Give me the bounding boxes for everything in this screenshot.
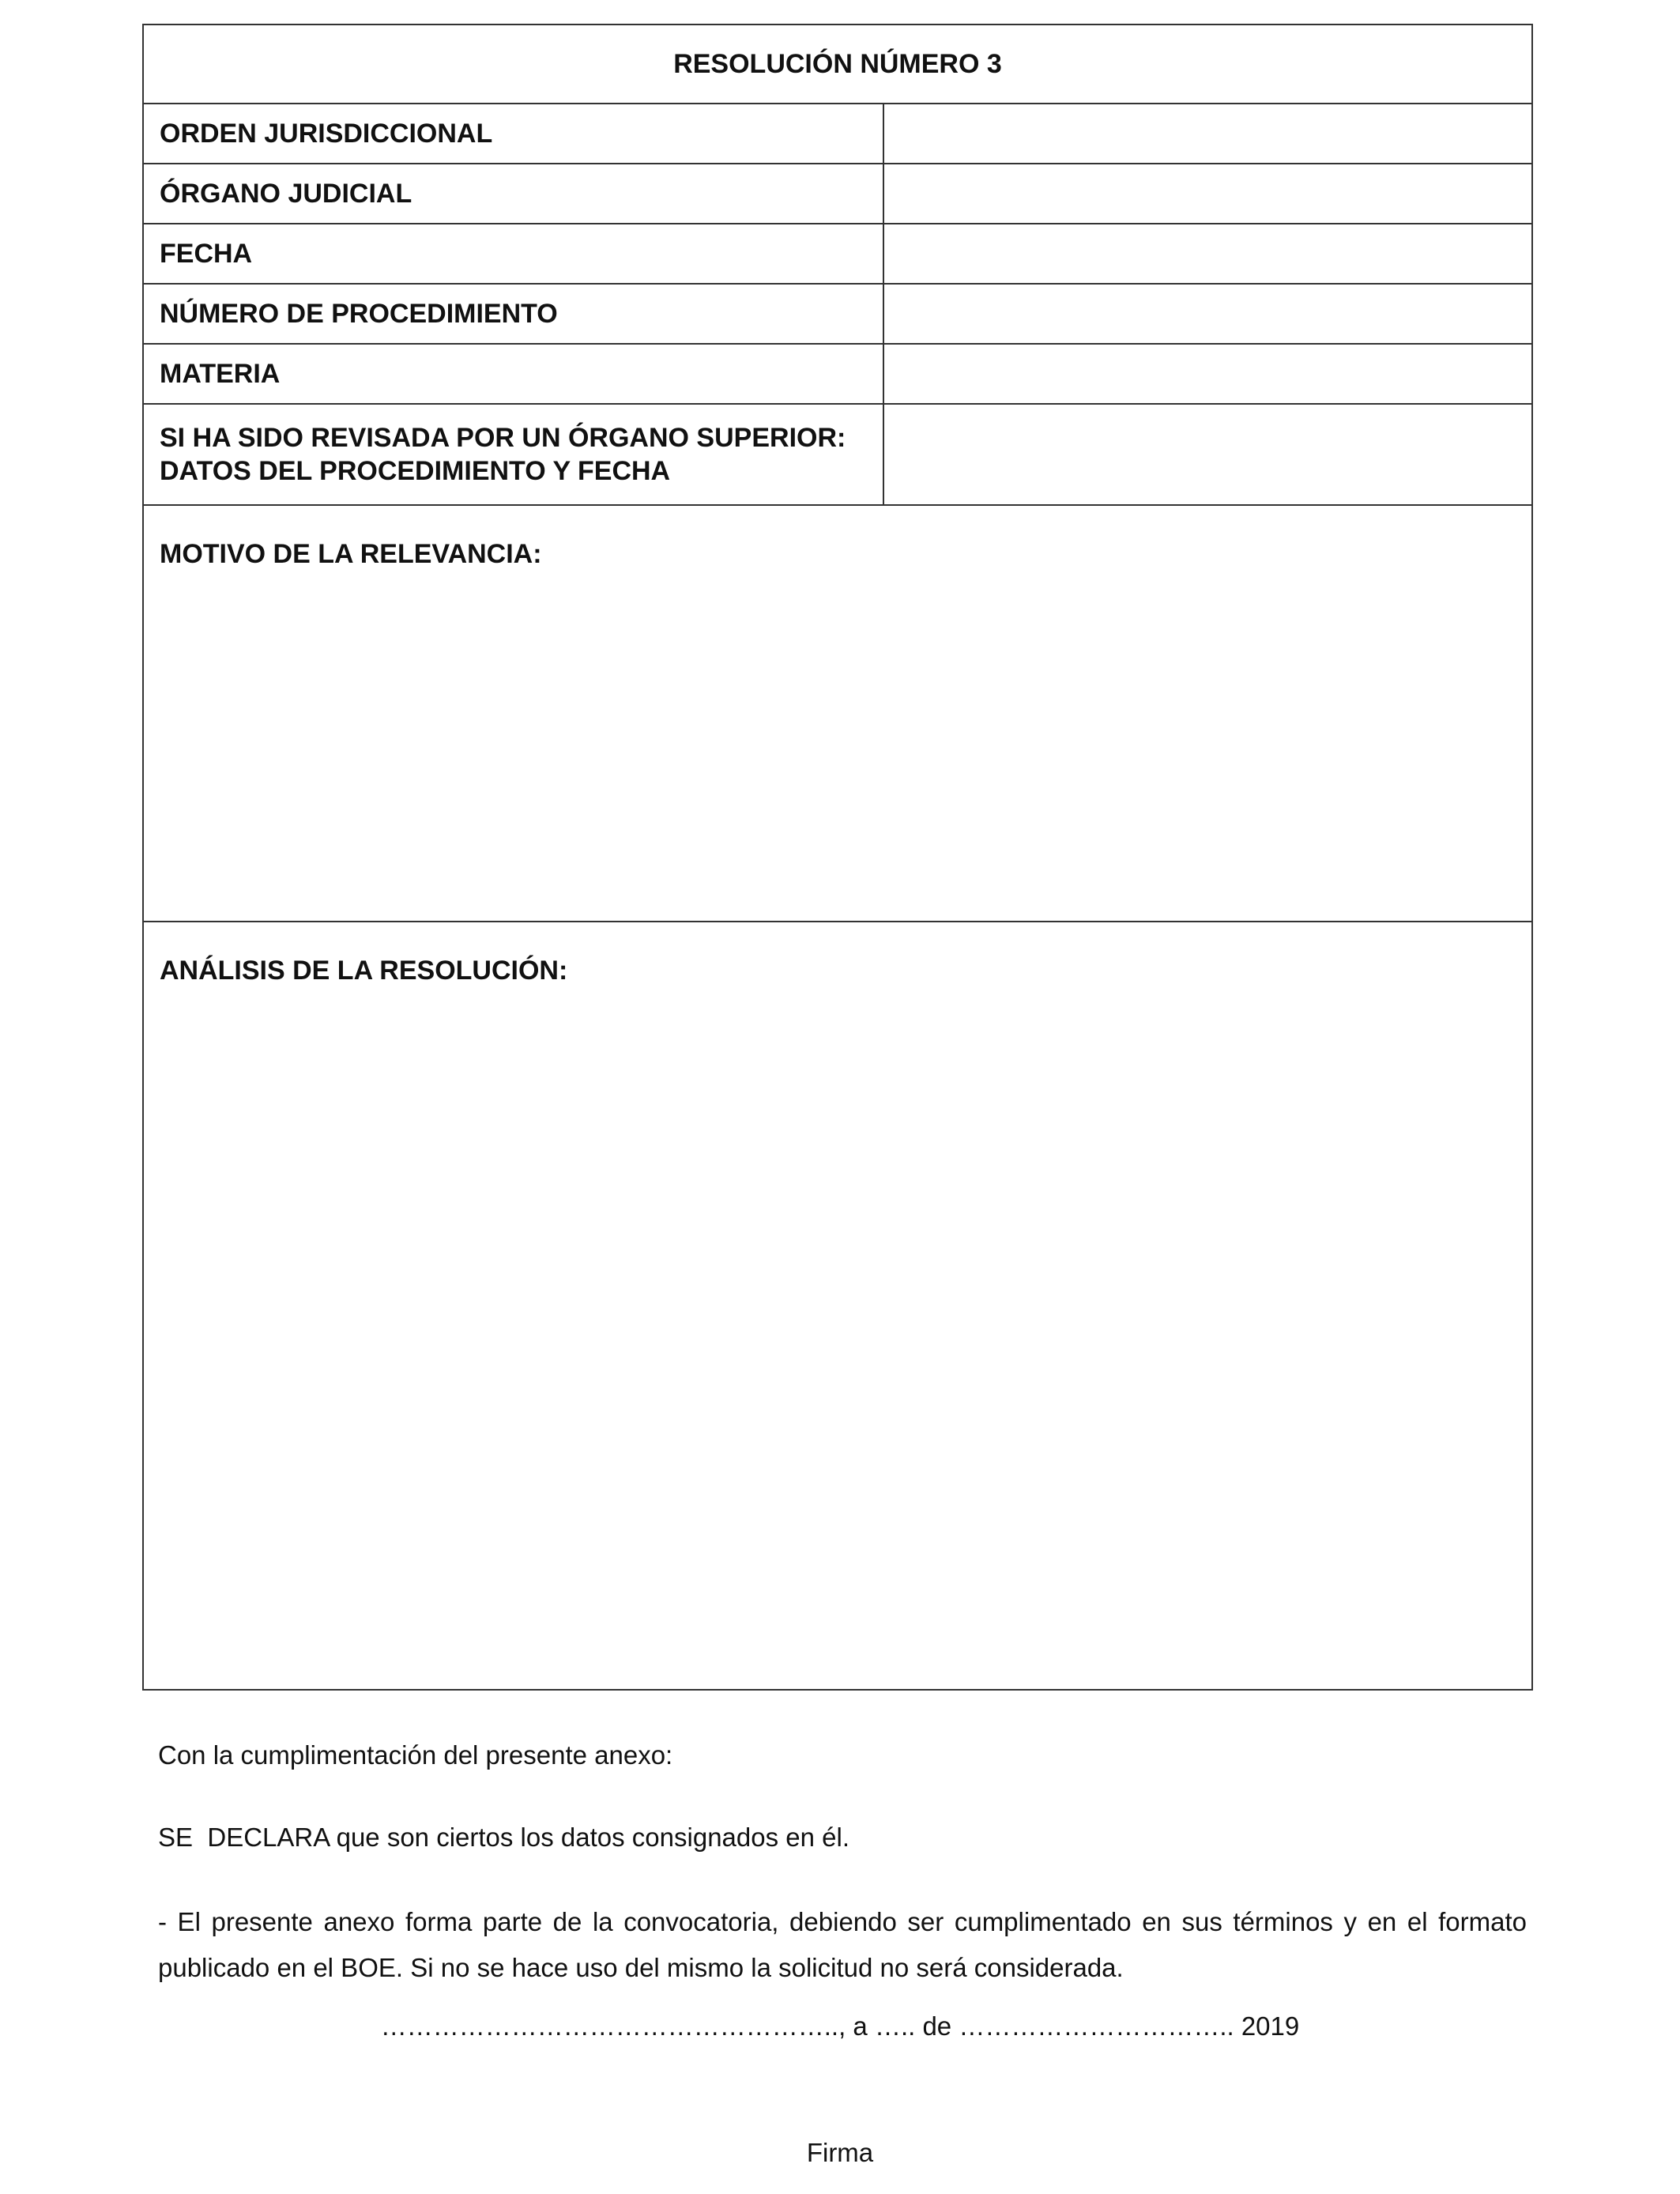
- motivo-relevancia-label: MOTIVO DE LA RELEVANCIA:: [160, 539, 542, 569]
- label-revision-organo-superior: [143, 404, 883, 505]
- field-revision-organo-superior[interactable]: [883, 404, 1532, 505]
- label-fecha: FECHA: [143, 224, 883, 284]
- declaration-intro: Con la cumplimentación del presente anexo:: [158, 1740, 673, 1770]
- analisis-resolucion-label: ANÁLISIS DE LA RESOLUCIÓN:: [160, 956, 568, 986]
- label-organo-judicial: ÓRGANO JUDICIAL: [143, 164, 883, 224]
- field-organo-judicial[interactable]: [883, 164, 1532, 224]
- label-numero-procedimiento: NÚMERO DE PROCEDIMIENTO: [143, 284, 883, 344]
- field-materia[interactable]: [883, 344, 1532, 404]
- label-materia: MATERIA: [143, 344, 883, 404]
- field-orden-jurisdiccional[interactable]: [883, 104, 1532, 164]
- resolution-form-table: [142, 24, 1533, 1691]
- label-revision-line-2: DATOS DEL PROCEDIMIENTO Y FECHA: [160, 456, 671, 486]
- field-numero-procedimiento[interactable]: [883, 284, 1532, 344]
- field-fecha[interactable]: [883, 224, 1532, 284]
- signature-label: Firma: [806, 2138, 874, 2167]
- label-revision-line-1: SI HA SIDO REVISADA POR UN ÓRGANO SUPERIOR:: [160, 423, 846, 453]
- place-date-line: …………………………………………….., a ….. de ………………………….. 2019: [380, 2011, 1300, 2041]
- motivo-relevancia-box[interactable]: [143, 505, 1532, 922]
- declaration-statement: SE DECLARA que son ciertos los datos consignados en él.: [158, 1823, 849, 1852]
- label-orden-jurisdiccional: ORDEN JURISDICCIONAL: [143, 104, 883, 164]
- form-title: RESOLUCIÓN NÚMERO 3: [143, 25, 1532, 104]
- analisis-resolucion-box[interactable]: [143, 922, 1532, 1690]
- declaration-note: - El presente anexo forma parte de la convocatoria, debiendo ser cumplimentado en sus términos y en el formato publicado en el BOE. Si no se hace uso del mismo la solicitud no será considerada.: [158, 1907, 1527, 1982]
